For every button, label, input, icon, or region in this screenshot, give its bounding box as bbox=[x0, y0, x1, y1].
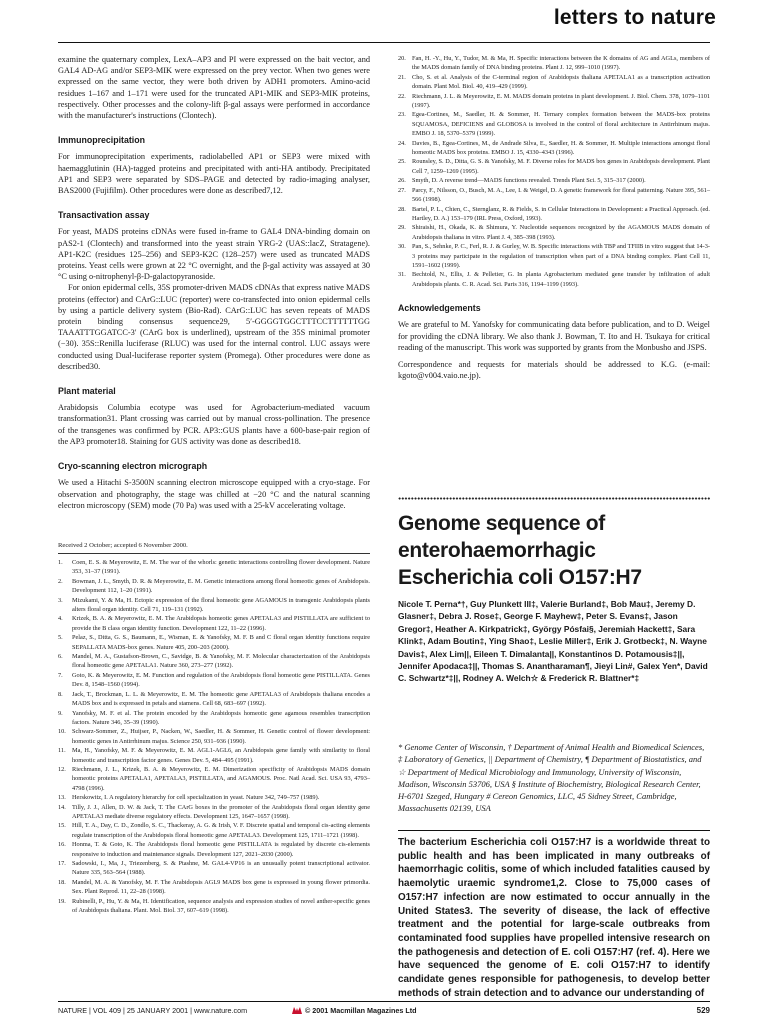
reference-item: 2. Bowman, J. L., Smyth, D. R. & Meyerowitz, E. M. Genetic interactions among floral homeotic genes of Arabidopsis. Development 112, 1–20 (1991). bbox=[58, 577, 370, 595]
reference-item: 5. Pelaz, S., Ditta, G. S., Baumann, E., Wisman, E. & Yanofsky, M. F. B and C floral organ identity functions require SEPALLATA MADS-box genes. Nature 405, 200–203 (2000). bbox=[58, 634, 370, 651]
reference-item: 15. Hill, T. A., Day, C. D., Zondlo, S. C., Thackeray, A. G. & Irish, V. F. Discrete spatial and temporal cis-acting elements regulate transcription of the Arabidopsis floral homeotic gene APETALA3. Development 125, 1711–1721 (1998). bbox=[58, 822, 370, 839]
immunoprecipitation-paragraph: For immunoprecipitation experiments, radiolabelled AP1 or SEP3 were mixed with haemagglutinin (HA)-tagged proteins and precipitated with anti-HA antibody. Precipitated AP1 and SEP3 were separated by SDS–PAGE and detected by radio-imaging analyser, BAS2000 (Fujifilm). Other procedures were done as described7,12. bbox=[58, 152, 370, 196]
reference-item: 20. Fan, H. -Y., Hu, Y., Tudor, M. & Ma, H. Specific interactions between the K domains of AG and AGLs, members of the MADS domain family of DNA binding proteins. Plant J. 12, 999–1010 (1997). bbox=[398, 55, 710, 72]
received-date: Received 2 October; accepted 6 November 2000. bbox=[58, 542, 188, 549]
author-affiliations: * Genome Center of Wisconsin, † Department of Animal Health and Biomedical Sciences, ‡ Laboratory of Genetics, || Department of Chemistry, ¶ Department of Biostatistics, and ☆ Department of Medical Microbiology and Immunology, University of Wisconsin, Madison, Wisconsin 53706, USA § Institute of Biochemistry, Biological Research Center, H-6701 Szeged, Hungary # Cereon Genomics, LLC, 45 Sidney Street, Cambridge, Massachusetts 02139, USA bbox=[398, 742, 705, 814]
footer-rule bbox=[58, 1001, 710, 1002]
received-block bbox=[58, 534, 370, 915]
correspondence-text: Correspondence and requests for materials should be addressed to K.G. (e-mail: kgoto@v004.vaio.ne.jp). bbox=[398, 359, 710, 381]
abstract-rule bbox=[398, 830, 710, 831]
footer-copyright bbox=[292, 1006, 417, 1015]
reference-item: 14. Tilly, J. J., Allen, D. W. & Jack, T. The CArG boxes in the promoter of the Arabidopsis floral organ identity gene APETALA3 mediate diverse regulatory effects. Development 125, 1647–1657 (1998). bbox=[58, 803, 370, 820]
article-title-line-1: Genome sequence of bbox=[398, 512, 605, 535]
intro-paragraph: examine the quaternary complex, LexA–AP3 and PI were expressed on the bait vector, and GAL4 AD-AG and/or SEP3-MIK were expressed on the prey vector. When two genes were expressed on the same vector, they were both driven by ADH1 promoters. Amino-acid residues 1–167 and 1–171 were used for the truncated AP1-MIK and SEP3-MIK proteins, respectively. Other processes and the colony-lift β-gal assays were performed in accordance with the manufacturer's instructions (Clontech). bbox=[58, 55, 370, 121]
acknowledgements-text: We are grateful to M. Yanofsky for communicating data before publication, and to D. Weigel for providing the cDNA library. We also thank J. Bowman, T. Ito and H. Tsukaya for critical reading of the manuscript. This work was supported by grants from the Monbusho and JSPS. bbox=[398, 320, 710, 352]
reference-item: 10. Schwarz-Sommer, Z., Huijser, P., Nacken, W., Saedler, H. & Sommer, H. Genetic control of flower development: homeotic genes in Antirrhinum majus. Science 250, 931–936 (1990). bbox=[58, 728, 370, 745]
section-heading-cryo-sem: Cryo-scanning electron micrograph bbox=[58, 461, 208, 472]
article-title-line-3: Escherichia coli O157:H7 bbox=[398, 566, 642, 589]
transactivation-paragraph-1: For yeast, MADS proteins cDNAs were fused in-frame to GAL4 DNA-binding domain on pAS2-1 (Clontech) and transformed into the yeast strain YRG-2 (UAS::lacZ, Stratagene). AP1-K2C (residues 125–256) and SEP3-K2C (128–257) were used as truncated MADS proteins. Yeast cells were grown at 22 °C overnight, and the β-gal activity was assayed at 30 °C using o-nitrophenyl-β-D-galactopyranoside. bbox=[58, 227, 370, 282]
reference-item: 16. Honma, T. & Goto, K. The Arabidopsis floral homeotic gene PISTILLATA is regulated by discrete cis-elements responsive to induction and maintenance signals. Development 127, 2021–2030 (2000). bbox=[58, 841, 370, 858]
references-rule bbox=[58, 553, 370, 554]
section-heading-transactivation: Transactivation assay bbox=[58, 210, 150, 221]
reference-item: 3. Mizukami, Y. & Ma, H. Ectopic expression of the floral homeotic gene AGAMOUS in transgenic Arabidopsis plants alters floral organ identity. Cell 71, 119–131 (1992). bbox=[58, 596, 370, 614]
acknowledgements-heading: Acknowledgements bbox=[398, 303, 481, 314]
reference-item: 28. Bartel, P. L., Chien, C., Sternglanz, R. & Fields, S. in Cellular Interactions in Development: a Practical Approach. (ed. Hartley, D. A.) 153–179 (IRL Press, Oxford, 1993). bbox=[398, 205, 710, 222]
reference-item: 21. Cho, S. et al. Analysis of the C-terminal region of Arabidopsis thaliana APETALA1 as a transcription activation domain. Plant Mol. Biol. 40, 419–429 (1999). bbox=[398, 73, 710, 91]
reference-item: 9. Yanofsky, M. F. et al. The protein encoded by the Arabidopsis homeotic gene agamous resembles transcription factors. Nature 346, 35–39 (1990). bbox=[58, 709, 370, 726]
reference-item: 24. Davies, B., Egea-Cortines, M., de Andrade Silva, E., Saedler, H. & Sommer, H. Multiple interactions amongst floral homeotic MADS box proteins. EMBO J. 15, 4330–4343 (1996). bbox=[398, 139, 710, 157]
reference-item: 6. Mandel, M. A., Gustafson-Brown, C., Savidge, B. & Yanofsky, M. F. Molecular characterization of the Arabidopsis floral homeotic gene APETALA1. Nature 360, 273–277 (1992). bbox=[58, 653, 370, 670]
reference-item: 8. Jack, T., Brockman, L. L. & Meyerowitz, E. M. The homeotic gene APETALA3 of Arabidopsis thaliana encodes a MADS box and is expressed in petals and stamens. Cell 68, 683–697 (1992). bbox=[58, 690, 370, 708]
running-header-title: letters to nature bbox=[553, 6, 716, 29]
reference-item: 4. Krizek, B. A. & Meyerowitz, E. M. The Arabidopsis homeotic genes APETALA3 and PISTILLATA are sufficient to provide the B class organ identity function. Development 122, 11–22 (1996). bbox=[58, 615, 370, 632]
article-separator-dots bbox=[398, 497, 710, 500]
transactivation-paragraph-2: For onion epidermal cells, 35S promoter-driven MADS cDNAs that express native MADS proteins (effector) and CArG::LUC (reporter) were co-transfected into onion epidermal cells by using a particle delivery system (Bio-Rad). CArG::LUC has seven repeats of MADS protein binding consensus sequence29, 5′-GGGGTGGCTTTCCTTTTTTGG TAAATTTGGATCC-3′ (CArG box is underlined), upstream of the 35S minimal promoter (−30). 35S::Renilla luciferase (RLUC) was used for the internal control. LUC assays were conducted using Dual-luciferase reporter system (Promega). Other procedures were done as described30. bbox=[58, 283, 370, 371]
reference-item: 22. Riechmann, J. L. & Meyerowitz, E. M. MADS domain proteins in plant development. J. Biol. Chem. 378, 1079–1101 (1997). bbox=[398, 92, 710, 110]
article-title-line-2: enterohaemorrhagic bbox=[398, 539, 596, 562]
left-column bbox=[58, 54, 370, 511]
reference-item: 18. Mandel, M. A. & Yanofsky, M. F. The Arabidopsis AGL9 MADS box gene is expressed in young flower primordia. Sex. Plant Reprod. 11, 22–28 (1998). bbox=[58, 878, 370, 896]
reference-item: 23. Egea-Cortines, M., Saedler, H. & Sommer, H. Ternary complex formation between the MADS-box proteins SQUAMOSA, DEFICIENS and GLOBOSA is involved in the control of floral architecture in Antirrhinum majus. EMBO J. 18, 5370–5379 (1999). bbox=[398, 111, 710, 138]
reference-item: 17. Sadowski, I., Ma, J., Triezenberg, S. & Ptashne, M. GAL4-VP16 is an unusually potent transcriptional activator. Nature 335, 563–564 (1988). bbox=[58, 860, 370, 877]
reference-item: 26. Smyth, D. A reverse trend—MADS functions revealed. Trends Plant Sci. 5, 315–317 (2000). bbox=[398, 177, 646, 185]
reference-list-left bbox=[58, 558, 370, 915]
reference-item: 29. Shiraishi, H., Okada, K. & Shimura, Y. Nucleotide sequences recognized by the AGAMOUS MADS domain of Arabidopsis thaliana in vitro. Plant J. 4, 385–398 (1993). bbox=[398, 224, 710, 241]
section-heading-plant-material: Plant material bbox=[58, 386, 116, 397]
footer-copyright-text: © 2001 Macmillan Magazines Ltd bbox=[305, 1006, 417, 1015]
macmillan-logo-icon bbox=[292, 1006, 302, 1014]
reference-item: 13. Herskowitz, I. A regulatory hierarchy for cell specialization in yeast. Nature 342, 749–757 (1989). bbox=[58, 794, 320, 802]
reference-item: 31. Bechtold, N., Ellis, J. & Pelletier, G. In planta Agrobacterium mediated gene transfer by infiltration of adult Arabidopsis plants. C. R. Acad. Sci. Paris 316, 1194–1199 (1993). bbox=[398, 271, 710, 288]
reference-item: 11. Ma, H., Yanofsky, M. F. & Meyerowitz, E. M. AGL1-AGL6, an Arabidopsis gene family with similarity to floral homeotic and transcription factor genes. Genes Dev. 5, 484–495 (1991). bbox=[58, 747, 370, 764]
header-rule bbox=[58, 42, 710, 43]
right-column-top bbox=[398, 54, 710, 381]
page-number: 529 bbox=[696, 1006, 710, 1015]
abstract-text: The bacterium Escherichia coli O157:H7 is a worldwide threat to public health and has been implicated in many outbreaks of haemorrhagic colitis, some of which included fatalities caused by haemolytic uraemic syndrome1,2. Close to 75,000 cases of O157:H7 infection are now estimated to occur annually in the United States3. The severity of disease, the lack of effective treatment and the potential for large-scale outbreaks from contaminated food supplies have propelled intensive research on the pathogenesis and detection of E. coli O157:H7 (ref. 4). Here we have sequenced the genome of E. coli O157:H7 to identify candidate genes responsible for pathogenesis, to develop better methods of strain detection and to advance our understanding of bbox=[398, 837, 710, 999]
section-heading-immunoprecipitation: Immunoprecipitation bbox=[58, 135, 145, 146]
footer-journal-info: NATURE | VOL 409 | 25 JANUARY 2001 | www.nature.com bbox=[58, 1006, 248, 1015]
cryo-sem-paragraph: We used a Hitachi S-3500N scanning electron microscope equipped with a cryo-stage. For observation and photography, the stage was chilled at −20 °C and the natural scanning electron microscopy (SEM) mode (70 Pa) was used with a 25-kV accelerating voltage. bbox=[58, 478, 370, 510]
reference-item: 12. Riechmann, J. L., Krizek, B. A. & Meyerowitz, E. M. Dimerization specificity of Arabidopsis MADS domain homeotic proteins APETALA1, APETALA3, PISTILLATA, and AGAMOUS. Proc. Natl Acad. Sci. USA 93, 4793–4798 (1996). bbox=[58, 765, 370, 792]
reference-item: 1. Coen, E. S. & Meyerowitz, E. M. The war of the whorls: genetic interactions controlling flower development. Nature 353, 31–37 (1991). bbox=[58, 559, 370, 576]
reference-item: 25. Rounsley, S. D., Ditta, G. S. & Yanofsky, M. F. Diverse roles for MADS box genes in Arabidopsis development. Plant Cell 7, 1259–1269 (1995). bbox=[398, 158, 710, 175]
author-list: Nicole T. Perna*†, Guy Plunkett III‡, Valerie Burland‡, Bob Mau‡, Jeremy D. Glasner‡, Debra J. Rose‡, George F. Mayhew‡, Peter S. Evans‡, Jason Gregor‡, Heather A. Kirkpatrick‡, György Pósfai§, Jeremiah Hackett‡, Sara Klink‡, Adam Boutin‡, Ying Shao‡, Leslie Miller‡, Erik J. Grotbeck‡, N. Wayne Davis‡, Alex Lim||, Eileen T. Dimalanta||, Konstantinos D. Potamousis‡||, Jennifer Apodaca‡||, Thomas S. Anantharaman¶, Jieyi Lin#, Galex Yen*, David C. Schwartz*‡||, Rodney A. Welch☆ & Frederick R. Blattner*‡ bbox=[398, 599, 708, 684]
reference-list-right bbox=[398, 54, 710, 289]
plant-material-paragraph: Arabidopsis Columbia ecotype was used for Agrobacterium-mediated vacuum transformation31. Plant crossing was carried out by manual cross-pollination. The presence of the transgenes was confirmed by PCR. AP3::GUS plants have a 600-base-pair region of the AP3 promoter18. Staining for GUS activity was done as described18. bbox=[58, 403, 370, 446]
reference-item: 27. Parcy, F., Nilsson, O., Busch, M. A., Lee, I. & Weigel, D. A genetic framework for floral patterning. Nature 395, 561–566 (1998). bbox=[398, 186, 710, 204]
article-title bbox=[398, 510, 718, 591]
reference-item: 7. Goto, K. & Meyerowitz, E. M. Function and regulation of the Arabidopsis floral homeotic gene PISTILLATA. Genes Dev. 8, 1548–1560 (1994). bbox=[58, 671, 370, 689]
reference-item: 19. Rubinelli, P., Hu, Y. & Ma, H. Identification, sequence analysis and expression studies of novel anther-specific genes of Arabidopsis thaliana. Plant. Mol. Biol. 37, 607–619 (1998). bbox=[58, 897, 370, 915]
reference-item: 30. Pan, S., Sehnke, P. C., Ferl, R. J. & Gurley, W. B. Specific interactions with TBP and TFIIB in vitro suggest that 14-3-3 proteins may participate in the regulation of transcription when part of a DNA binding complex. Plant Cell 11, 1591–1602 (1999). bbox=[398, 243, 710, 269]
